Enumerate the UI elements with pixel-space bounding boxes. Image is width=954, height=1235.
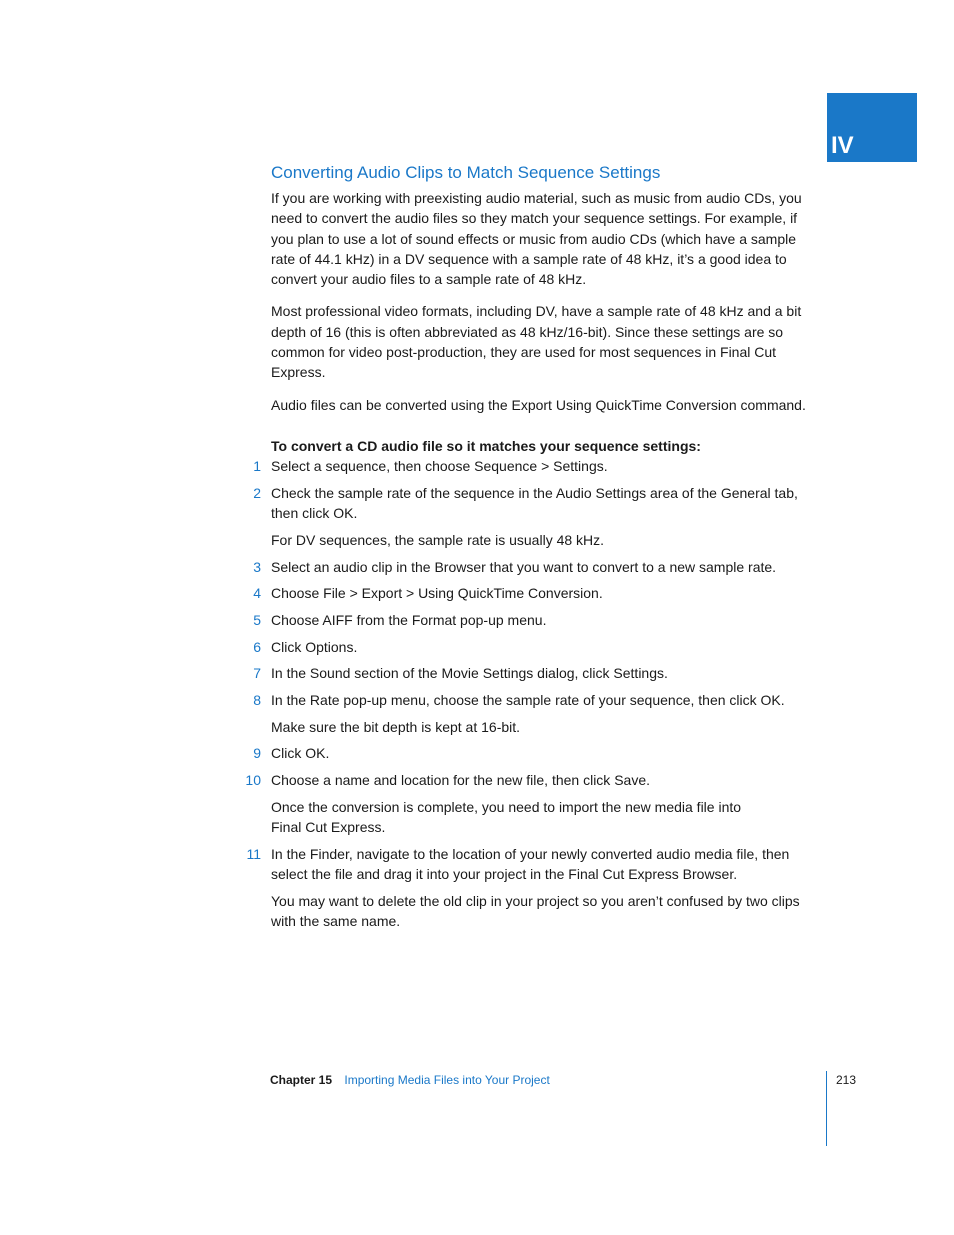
step-text: Select an audio clip in the Browser that you want to convert to a new sample rate. — [271, 558, 777, 575]
chapter-title: Importing Media Files into Your Project — [344, 1073, 550, 1087]
step-number: 3 — [253, 558, 261, 575]
step-10-note: Once the conversion is complete, you need to import the new media file into Final Cut Express. — [271, 798, 742, 836]
step-8 — [253, 690, 831, 710]
step-number: 10 — [245, 772, 261, 789]
step-9 — [253, 743, 831, 763]
step-7 — [253, 663, 831, 683]
step-11-note: You may want to delete the old clip in your project so you aren’t confused by two clips with the same name. — [271, 892, 800, 930]
step-5 — [253, 610, 831, 630]
export-paragraph: Audio files can be converted using the Export Using QuickTime Conversion command. — [271, 396, 806, 413]
formats-paragraph: Most professional video formats, including DV, have a sample rate of 48 kHz and a bit depth of 16 (this is often abbreviated as 48 kHz/16-bit). Since these settings are so common for video post-production, they are used for most sequences in Final Cut Express. — [271, 303, 802, 381]
step-text: In the Rate pop-up menu, choose the sample rate of your sequence, then click OK. — [271, 692, 785, 709]
part-tab — [827, 93, 917, 162]
step-6 — [253, 637, 831, 657]
main-content — [245, 162, 831, 931]
page-footer — [270, 1072, 550, 1088]
page-number: 213 — [836, 1073, 857, 1087]
step-2-note: For DV sequences, the sample rate is usually 48 kHz. — [271, 531, 605, 548]
step-3 — [253, 557, 831, 577]
part-tab-label: IV — [831, 132, 854, 159]
intro-paragraph: If you are working with preexisting audio material, such as music from audio CDs, you need to convert the audio files so they match your sequence settings. For example, if you plan to use a lot of sound effects or music from audio CDs (which have a sample rate of 44.1 kHz) in a DV sequence with a sample rate of 48 kHz, it’s a good idea to convert your audio files to a sample rate of 48 kHz. — [271, 190, 802, 288]
procedure-steps — [245, 456, 831, 931]
chapter-label: Chapter 15 — [270, 1073, 333, 1087]
step-number: 1 — [253, 458, 261, 475]
step-10 — [245, 770, 831, 790]
step-text: Choose a name and location for the new file, then click Save. — [271, 772, 650, 789]
step-text: Choose AIFF from the Format pop-up menu. — [271, 612, 547, 628]
step-text: Select a sequence, then choose Sequence > Settings. — [271, 458, 608, 475]
step-2 — [253, 483, 816, 524]
footer-divider — [826, 1071, 827, 1146]
step-number: 5 — [253, 612, 261, 628]
step-text: Click Options. — [271, 638, 358, 655]
step-number: 6 — [253, 638, 261, 655]
procedure-title: To convert a CD audio file so it matches your sequence settings: — [271, 437, 701, 454]
step-text: Check the sample rate of the sequence in the Audio Settings area of the General tab, then click OK. — [271, 484, 798, 522]
step-1 — [253, 456, 831, 476]
step-text: Choose File > Export > Using QuickTime Conversion. — [271, 585, 603, 602]
step-number: 11 — [246, 845, 261, 862]
step-number: 7 — [253, 665, 261, 682]
step-text: In the Sound section of the Movie Settings dialog, click Settings. — [271, 665, 668, 682]
step-number: 2 — [253, 484, 261, 501]
step-number: 4 — [253, 585, 261, 602]
step-8-note: Make sure the bit depth is kept at 16-bit. — [271, 718, 521, 735]
section-heading: Converting Audio Clips to Match Sequence Settings — [271, 163, 661, 182]
step-4 — [253, 583, 831, 603]
step-11 — [246, 844, 816, 885]
step-number: 9 — [253, 745, 261, 762]
step-text: Click OK. — [271, 745, 330, 762]
step-text: In the Finder, navigate to the location of your newly converted audio media file, then select the file and drag it into your project in the Final Cut Express Browser. — [271, 845, 790, 883]
step-number: 8 — [253, 692, 261, 709]
